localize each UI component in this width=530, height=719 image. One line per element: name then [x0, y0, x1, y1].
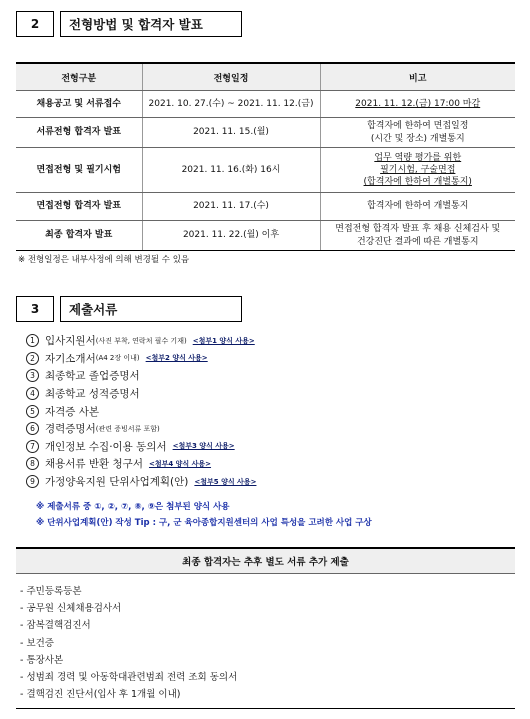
item-number: 6 [26, 422, 39, 435]
row-type: 서류전형 합격자 발표 [16, 118, 142, 148]
list-item [26, 402, 256, 420]
row-date: 2021. 11. 15.(월) [142, 118, 320, 148]
list-item [26, 350, 256, 368]
schedule-header-row [16, 63, 515, 91]
item-name: 가정양육지원 단위사업계획(안) [45, 476, 189, 489]
item-name: 채용서류 반환 청구서 [45, 458, 143, 471]
header-note: 비고 [320, 63, 515, 91]
section-3-header [16, 296, 242, 322]
item-detail: (A4 2장 이내) [95, 354, 140, 363]
item-number: 3 [26, 369, 39, 382]
table-row [16, 91, 515, 118]
item-attachment: <첨부3 양식 사용> [172, 442, 235, 451]
note-line: 필기시험, 구술면접 [380, 164, 456, 175]
item-name: 자기소개서 [45, 352, 96, 365]
row-note [320, 221, 515, 251]
section-2-number: 2 [16, 11, 54, 37]
row-type: 최종 합격자 발표 [16, 221, 142, 251]
item-number: 2 [26, 352, 39, 365]
list-item [26, 332, 256, 350]
item-number: 5 [26, 405, 39, 418]
item-attachment: <첨부1 양식 사용> [192, 336, 255, 345]
list-item [26, 473, 256, 491]
list-item: - 결핵검진 진단서(입사 후 1개월 이내) [20, 689, 181, 701]
item-detail: (관련 증빙서류 포함) [95, 424, 160, 433]
section-3-number: 3 [16, 296, 54, 322]
list-item: - 공무원 신체채용검사서 [20, 602, 122, 614]
item-attachment: <첨부4 양식 사용> [148, 459, 212, 468]
row-note [320, 118, 515, 148]
row-note: 합격자에 한하여 개별통지 [320, 193, 515, 221]
row-note [320, 91, 515, 118]
item-name: 입사지원서 [45, 335, 96, 348]
note-line: 면접전형 합격자 발표 후 채용 신체검사 및 [335, 224, 501, 235]
row-date: 2021. 10. 27.(수) ~ 2021. 11. 12.(금) [142, 91, 320, 118]
documents-list [26, 332, 256, 490]
item-name: 최종학교 성적증명서 [45, 388, 140, 401]
header-date: 전형일정 [142, 63, 320, 91]
row-date: 2021. 11. 16.(화) 16시 [142, 148, 320, 193]
table-row [16, 193, 515, 221]
row-type: 채용공고 및 서류접수 [16, 91, 142, 118]
list-item [26, 438, 256, 456]
item-name: 최종학교 졸업증명서 [45, 370, 140, 383]
note-line: 업무 역량 평가를 위한 [374, 152, 462, 163]
header-type: 전형구분 [16, 63, 142, 91]
section-2-title: 전형방법 및 합격자 발표 [60, 11, 242, 37]
item-detail: (사진 부착, 연락처 필수 기재) [95, 336, 187, 345]
list-item: - 통장사본 [20, 654, 64, 666]
item-number: 4 [26, 387, 39, 400]
list-item: - 잠복결핵검진서 [20, 620, 91, 632]
list-item: - 성범죄 경력 및 아동학대관련범죄 전력 조회 동의서 [20, 672, 238, 684]
table-row [16, 221, 515, 251]
list-item [26, 385, 256, 403]
item-name: 자격증 사본 [45, 405, 100, 418]
row-note [320, 148, 515, 193]
item-number: 8 [26, 457, 39, 470]
list-item [26, 367, 256, 385]
schedule-table [16, 62, 515, 251]
list-item [26, 455, 256, 473]
item-number: 9 [26, 475, 39, 488]
note-line: (합격자에 한하여 개별통지) [363, 177, 472, 188]
item-number: 7 [26, 440, 39, 453]
note-line: 건강진단 결과에 따른 개별통지 [356, 236, 479, 247]
item-attachment: <첨부2 양식 사용> [145, 354, 208, 363]
item-attachment: <첨부5 양식 사용> [194, 477, 257, 486]
note-line: 2021. 11. 12.(금) 17:00 마감 [355, 98, 481, 109]
item-number: 1 [26, 334, 39, 347]
final-documents-heading: 최종 합격자는 추후 별도 서류 추가 제출 [16, 547, 515, 574]
note-line: (시간 및 장소) 개별통지 [370, 133, 465, 144]
section-2-header [16, 11, 242, 37]
extra-documents-list [20, 581, 237, 702]
row-type: 면접전형 합격자 발표 [16, 193, 142, 221]
doc-note-tip: ※ 단위사업계획(안) 작성 Tip : 구, 군 육아종합지원센터의 사업 특성을 고려한 사업 구상 [36, 518, 372, 528]
row-date: 2021. 11. 17.(수) [142, 193, 320, 221]
bottom-divider [16, 708, 515, 709]
row-date: 2021. 11. 22.(월) 이후 [142, 221, 320, 251]
row-type: 면접전형 및 필기시험 [16, 148, 142, 193]
section-3-title: 제출서류 [60, 296, 242, 322]
list-item: - 보건증 [20, 637, 54, 649]
doc-note-forms: ※ 제출서류 중 ①, ②, ⑦, ⑧, ⑨은 첨부된 양식 사용 [36, 502, 230, 512]
note-line: 합격자에 한하여 면접일정 [367, 121, 469, 132]
list-item: - 주민등록등본 [20, 585, 82, 597]
table-row [16, 118, 515, 148]
table-row [16, 148, 515, 193]
schedule-footnote: ※ 전형일정은 내부사정에 의해 변경될 수 있음 [18, 255, 190, 265]
item-name: 경력증명서 [45, 423, 96, 436]
item-name: 개인정보 수집·이용 동의서 [45, 440, 167, 453]
list-item [26, 420, 256, 438]
